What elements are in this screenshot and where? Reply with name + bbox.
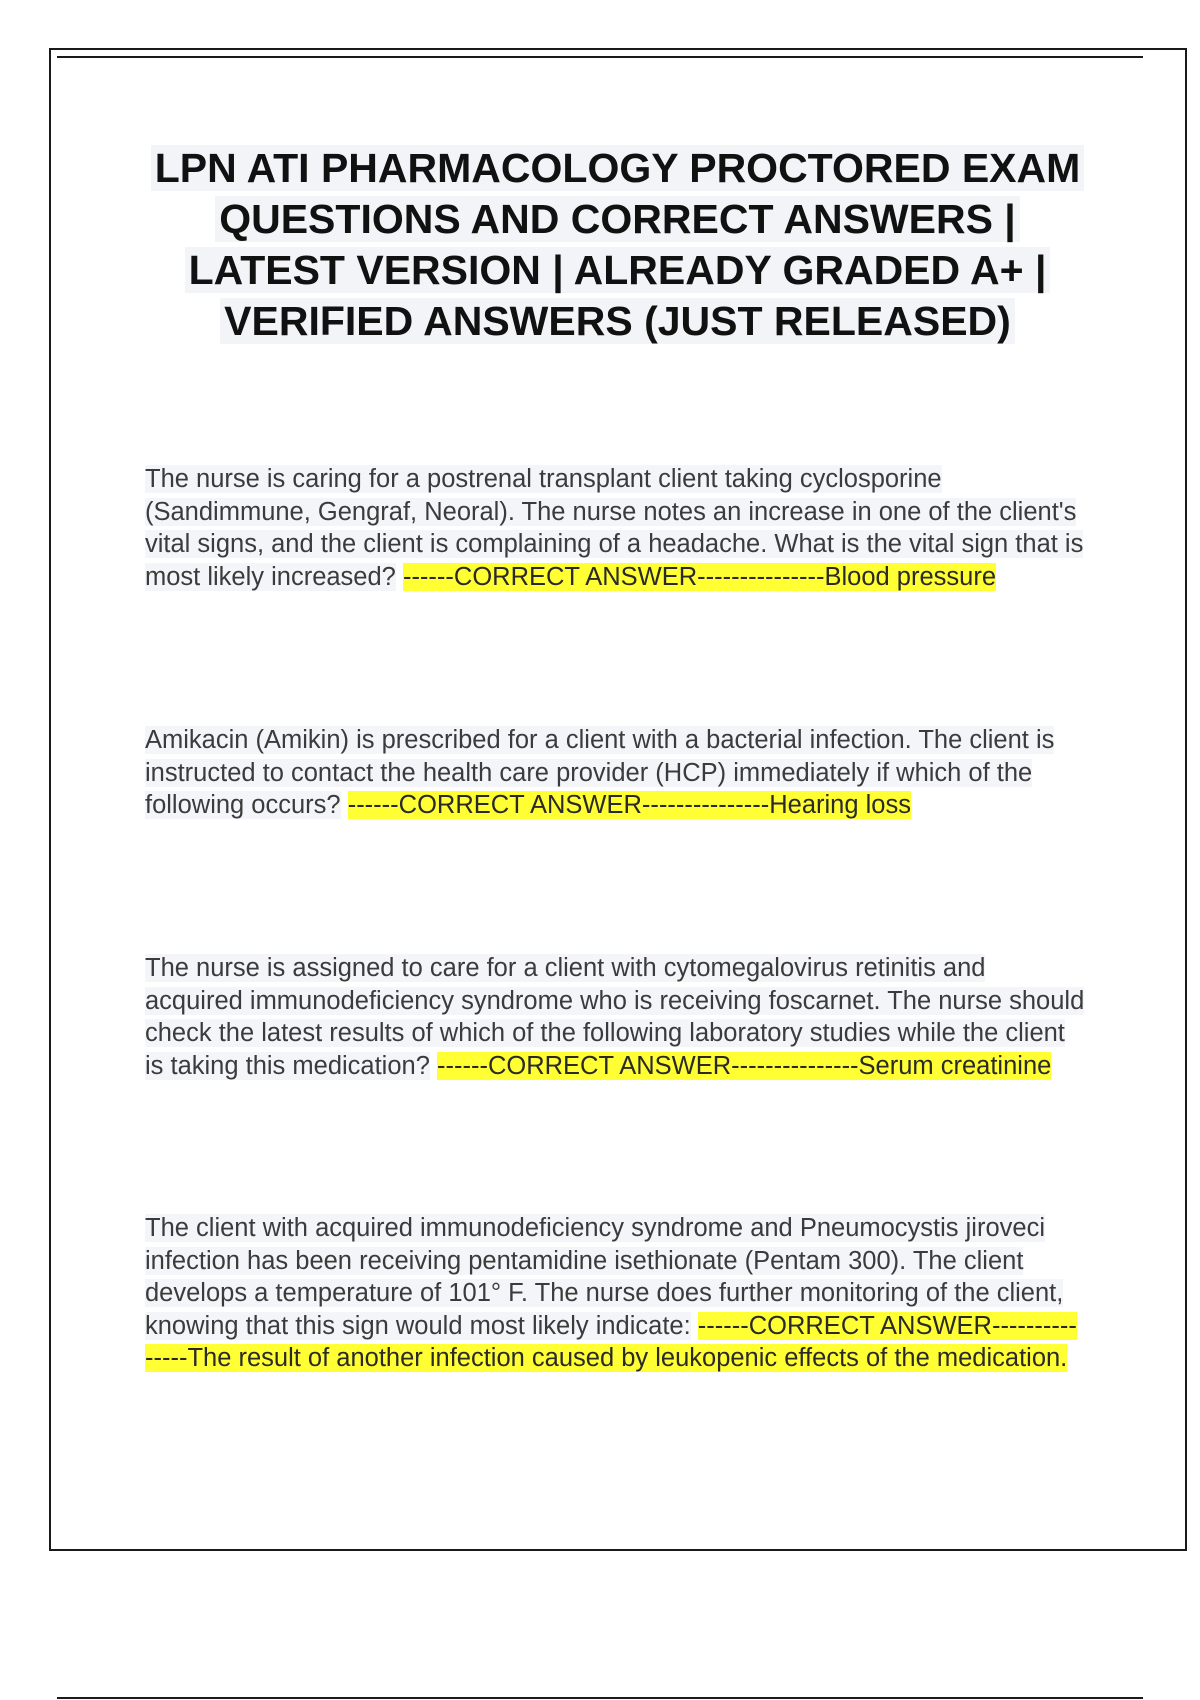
top-rule xyxy=(57,56,1143,58)
qa-item-2 xyxy=(145,724,1085,822)
question-text: The nurse is caring for a postrenal transplant client taking cyclosporine (Sandimmune, Gengraf, Neoral). The nurse notes an increase in one of the client's vital signs, and the client is complaining of a headache. What is the vital sign that is most likely increased? xyxy=(145,465,1084,591)
question-text: The nurse is assigned to care for a client with cytomegalovirus retinitis and acquired immunodeficiency syndrome who is receiving foscarnet. The nurse should check the latest results of which of the following laboratory studies while the client is taking this medication? xyxy=(145,954,1085,1080)
document-title-text: LPN ATI PHARMACOLOGY PROCTORED EXAM QUESTIONS AND CORRECT ANSWERS | LATEST VERSION | ALREADY GRADED A+ | VERIFIED ANSWERS (JUST RELEASED) xyxy=(151,145,1085,344)
question-text: Amikacin (Amikin) is prescribed for a client with a bacterial infection. The client is instructed to contact the health care provider (HCP) immediately if which of the following occurs? xyxy=(145,726,1055,819)
question-text: The client with acquired immunodeficiency syndrome and Pneumocystis jiroveci infection has been receiving pentamidine isethionate (Pentam 300). The client develops a temperature of 101° F. The nurse does further monitoring of the client, knowing that this sign would most likely indicate: xyxy=(145,1214,1064,1340)
correct-answer: ------CORRECT ANSWER---------------Serum creatinine xyxy=(437,1051,1052,1080)
qa-item-1 xyxy=(145,463,1085,593)
qa-item-4 xyxy=(145,1212,1085,1375)
bottom-rule xyxy=(57,1697,1143,1699)
correct-answer: ------CORRECT ANSWER---------------Hearing loss xyxy=(347,791,911,819)
qa-item-3 xyxy=(145,952,1085,1082)
correct-answer: ------CORRECT ANSWER---------------The result of another infection caused by leukopenic effects of the medication. xyxy=(145,1311,1077,1372)
correct-answer: ------CORRECT ANSWER---------------Blood pressure xyxy=(402,562,997,591)
document-title xyxy=(150,143,1085,347)
